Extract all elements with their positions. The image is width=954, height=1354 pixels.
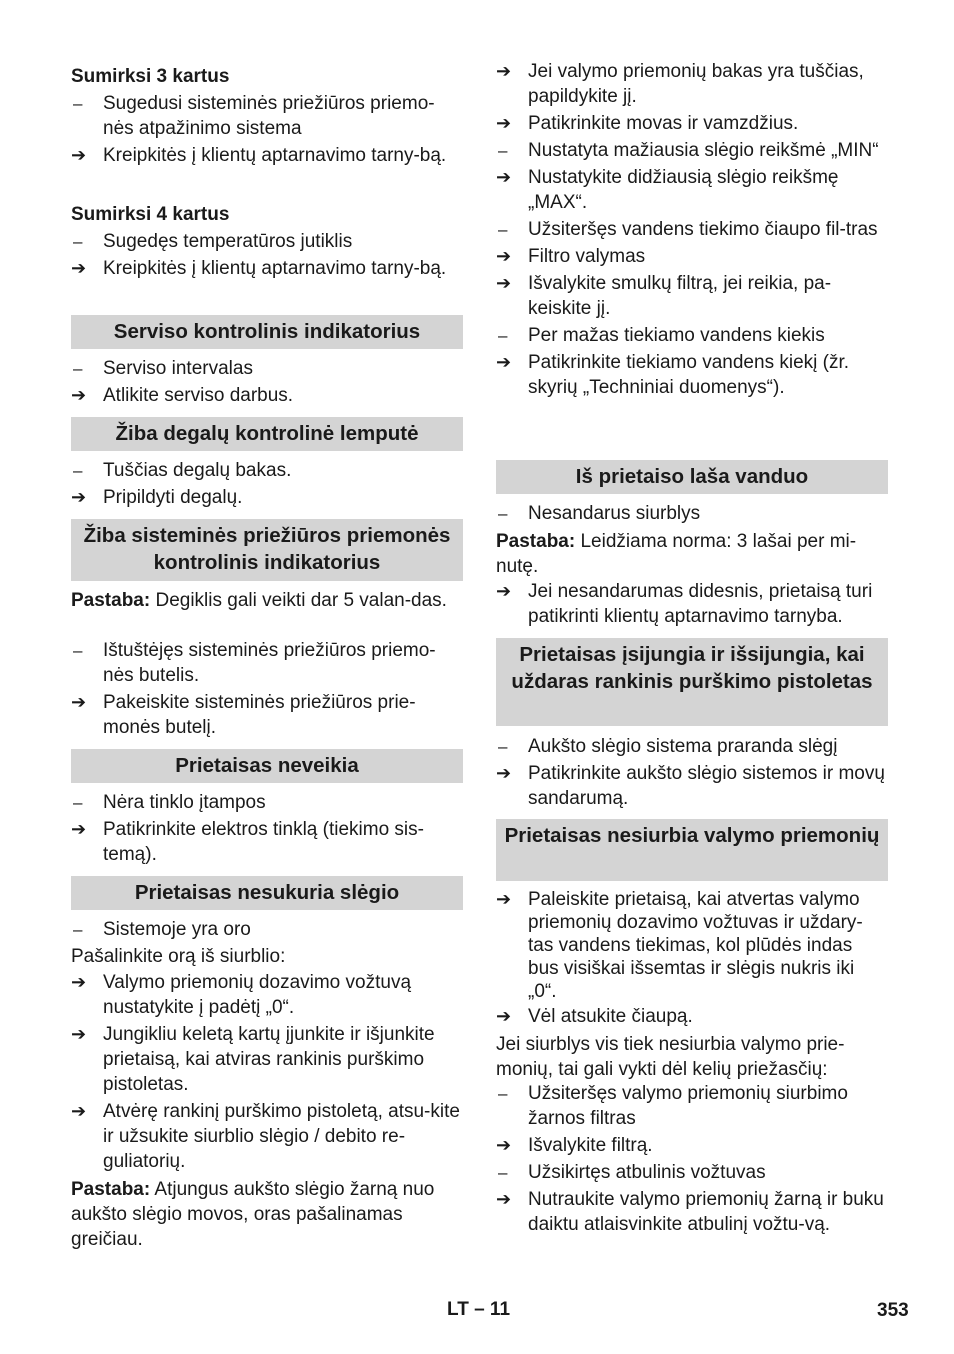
dash-list-item <box>496 501 888 526</box>
dash-list-item <box>496 323 888 348</box>
item-text: Kreipkitės į klientų aptarnavimo tarny-bą. <box>103 258 447 279</box>
dash-bullet-icon: – <box>73 461 83 480</box>
instruction-item <box>71 970 463 1020</box>
note-text: Atjungus aukšto slėgio žarną nuo aukšto slėgio movos, oras pašalinamas greičiau. <box>71 1179 435 1250</box>
item-text: Patikrinkite tiekiamo vandens kiekį (žr. skyrių „Techniniai duomenys“). <box>528 352 850 398</box>
list <box>71 229 463 281</box>
instruction-item <box>71 817 463 867</box>
section-heading: Prietaisas nesiurbia valymo priemonių <box>496 819 888 881</box>
section-heading: Prietaisas nesukuria slėgio <box>71 876 463 910</box>
list <box>496 734 888 811</box>
arrow-right-icon: ➔ <box>496 352 512 372</box>
item-text: Patikrinkite elektros tinklą (tiekimo sis-temą). <box>103 819 424 865</box>
arrow-right-icon: ➔ <box>496 167 512 187</box>
item-text: Paleiskite prietaisą, kai atvertas valymo priemonių dozavimo vožtuvas ir uždary-tas vandens tiekimas, kol plūdės indas bus visiškai išsemtas ir slėgis nukris iki „0“. <box>528 889 863 1002</box>
arrow-right-icon: ➔ <box>496 889 512 909</box>
instruction-item <box>71 1022 463 1097</box>
dash-bullet-icon: – <box>73 232 83 251</box>
dash-list-item <box>496 1081 888 1131</box>
instruction-item <box>496 59 888 109</box>
instruction-item <box>496 271 888 321</box>
item-text: Nutraukite valymo priemonių žarną ir buku daiktu atlaisvinkite atbulinį vožtu-vą. <box>528 1189 884 1235</box>
page-number: 353 <box>877 1300 909 1321</box>
item-text: Užsikirtęs atbulinis vožtuvas <box>528 1162 766 1183</box>
item-text: Filtro valymas <box>528 246 646 267</box>
item-text: Pripildyti degalų. <box>103 487 243 508</box>
dash-list-item <box>71 229 463 254</box>
item-text: Jei nesandarumas didesnis, prietaisą turi patikrinti klientų aptarnavimo tarnyba. <box>528 581 873 627</box>
item-text: Jei valymo priemonių bakas yra tuščias, papildykite jį. <box>528 61 864 107</box>
item-text: Sugedusi sisteminės priežiūros priemo-nės atpažinimo sistema <box>103 93 435 139</box>
instruction-item <box>496 1187 888 1237</box>
arrow-right-icon: ➔ <box>71 258 87 278</box>
item-text: Patikrinkite aukšto slėgio sistemos ir movų sandarumą. <box>528 763 885 809</box>
item-text: Užsiteršęs valymo priemonių siurbimo žarnos filtras <box>528 1083 848 1129</box>
arrow-right-icon: ➔ <box>496 113 512 133</box>
item-text: Nesandarus siurblys <box>528 503 701 524</box>
arrow-right-icon: ➔ <box>71 819 87 839</box>
note-label: Pastaba: <box>71 1179 151 1200</box>
list <box>71 970 463 1174</box>
item-text: Atlikite serviso darbus. <box>103 385 294 406</box>
item-text: Per mažas tiekiamo vandens kiekis <box>528 325 825 346</box>
item-text: Nustatyta mažiausia slėgio reikšmė „MIN“ <box>528 140 879 161</box>
instruction-item <box>496 1133 888 1158</box>
dash-list-item <box>71 917 463 942</box>
dash-bullet-icon: – <box>73 920 83 939</box>
dash-list-item <box>71 458 463 483</box>
list <box>71 91 463 168</box>
arrow-right-icon: ➔ <box>71 145 87 165</box>
dash-list-item <box>496 217 888 242</box>
dash-bullet-icon: – <box>498 220 508 239</box>
section-heading: Serviso kontrolinis indikatorius <box>71 315 463 349</box>
instruction-item <box>496 350 888 400</box>
item-text: Patikrinkite movas ir vamzdžius. <box>528 113 799 134</box>
list <box>496 1081 888 1237</box>
arrow-right-icon: ➔ <box>496 1006 512 1026</box>
dash-bullet-icon: – <box>73 793 83 812</box>
item-text: Vėl atsukite čiaupą. <box>528 1006 693 1027</box>
item-text: Išvalykite smulkų filtrą, jei reikia, pa-keiskite jį. <box>528 273 832 319</box>
item-text: Užsiteršęs vandens tiekimo čiaupo fil-tras <box>528 219 878 240</box>
item-text: Nustatykite didžiausią slėgio reikšmę „MAX“. <box>528 167 839 213</box>
item-text: Tuščias degalų bakas. <box>103 460 292 481</box>
item-text: Kreipkitės į klientų aptarnavimo tarny-bą. <box>103 145 447 166</box>
item-text: Aukšto slėgio sistema praranda slėgį <box>528 736 838 757</box>
arrow-right-icon: ➔ <box>71 385 87 405</box>
list <box>496 59 888 400</box>
list <box>71 458 463 510</box>
instruction-item <box>71 1099 463 1174</box>
item-text: Valymo priemonių dozavimo vožtuvą nustatykite į padėtį „0“. <box>103 972 412 1018</box>
arrow-right-icon: ➔ <box>71 692 87 712</box>
note-text: Degiklis gali veikti dar 5 valan-das. <box>150 590 447 611</box>
arrow-right-icon: ➔ <box>496 763 512 783</box>
dash-bullet-icon: – <box>73 94 83 113</box>
instruction-item <box>496 111 888 136</box>
paragraph: Jei siurblys vis tiek nesiurbia valymo prie-monių, tai gali vykti dėl kelių priežasčių: <box>496 1034 845 1080</box>
dash-bullet-icon: – <box>73 359 83 378</box>
dash-bullet-icon: – <box>498 1084 508 1103</box>
dash-list-item <box>496 1160 888 1185</box>
instruction-item <box>71 690 463 740</box>
arrow-right-icon: ➔ <box>71 487 87 507</box>
dash-list-item <box>71 790 463 815</box>
section-heading: Prietaisas įsijungia ir išsijungia, kai uždaras rankinis purškimo pistoletas <box>496 638 888 726</box>
list <box>71 917 463 942</box>
arrow-right-icon: ➔ <box>496 1189 512 1209</box>
item-text: Jungikliu keletą kartų įjunkite ir išjunkite prietaisą, kai atviras rankinis purškimo pistoletas. <box>103 1024 435 1095</box>
item-text: Išvalykite filtrą. <box>528 1135 653 1156</box>
subheading: Sumirksi 3 kartus <box>71 66 230 87</box>
list <box>71 638 463 740</box>
dash-list-item <box>71 638 463 688</box>
dash-list-item <box>496 734 888 759</box>
dash-bullet-icon: – <box>498 737 508 756</box>
section-heading: Žiba sisteminės priežiūros priemonės kontrolinis indikatorius <box>71 519 463 581</box>
item-text: Serviso intervalas <box>103 358 253 379</box>
list <box>496 579 888 629</box>
arrow-right-icon: ➔ <box>496 61 512 81</box>
list <box>496 501 888 526</box>
paragraph: Pašalinkite orą iš siurblio: <box>71 946 286 967</box>
dash-bullet-icon: – <box>73 641 83 660</box>
note <box>496 529 888 579</box>
instruction-item <box>71 485 463 510</box>
instruction-item <box>496 244 888 269</box>
dash-list-item <box>71 356 463 381</box>
note <box>71 588 463 613</box>
dash-bullet-icon: – <box>498 504 508 523</box>
section-heading: Iš prietaiso laša vanduo <box>496 460 888 494</box>
item-text: Atvėrę rankinį purškimo pistoletą, atsu-kite ir užsukite siurblio slėgio / debito re-guliatorių. <box>103 1101 460 1172</box>
note-text: Leidžiama norma: 3 lašai per mi-nutę. <box>496 531 857 577</box>
list <box>71 356 463 408</box>
dash-bullet-icon: – <box>498 326 508 345</box>
arrow-right-icon: ➔ <box>496 1135 512 1155</box>
arrow-right-icon: ➔ <box>496 581 512 601</box>
dash-bullet-icon: – <box>498 141 508 160</box>
dash-list-item <box>496 138 888 163</box>
instruction-item <box>496 165 888 215</box>
dash-bullet-icon: – <box>498 1163 508 1182</box>
arrow-right-icon: ➔ <box>496 246 512 266</box>
instruction-item <box>496 579 888 629</box>
item-text: Sistemoje yra oro <box>103 919 251 940</box>
item-text: Ištuštėjęs sisteminės priežiūros priemo-nės butelis. <box>103 640 436 686</box>
note-label: Pastaba: <box>496 531 576 552</box>
dash-list-item <box>71 91 463 141</box>
list <box>71 790 463 867</box>
instruction-item <box>71 256 463 281</box>
section-heading: Prietaisas neveikia <box>71 749 463 783</box>
arrow-right-icon: ➔ <box>71 1101 87 1121</box>
list <box>496 888 888 1028</box>
arrow-right-icon: ➔ <box>496 273 512 293</box>
arrow-right-icon: ➔ <box>71 972 87 992</box>
instruction-item <box>496 888 888 1003</box>
instruction-item <box>71 383 463 408</box>
footer-section-label: LT – 11 <box>447 1299 511 1320</box>
section-heading: Žiba degalų kontrolinė lemputė <box>71 417 463 451</box>
item-text: Sugedęs temperatūros jutiklis <box>103 231 353 252</box>
note <box>71 1177 463 1252</box>
note-label: Pastaba: <box>71 590 151 611</box>
instruction-item <box>496 761 888 811</box>
item-text: Nėra tinklo įtampos <box>103 792 266 813</box>
item-text: Pakeiskite sisteminės priežiūros prie-monės butelį. <box>103 692 416 738</box>
subheading: Sumirksi 4 kartus <box>71 204 230 225</box>
arrow-right-icon: ➔ <box>71 1024 87 1044</box>
instruction-item <box>496 1005 888 1028</box>
instruction-item <box>71 143 463 168</box>
